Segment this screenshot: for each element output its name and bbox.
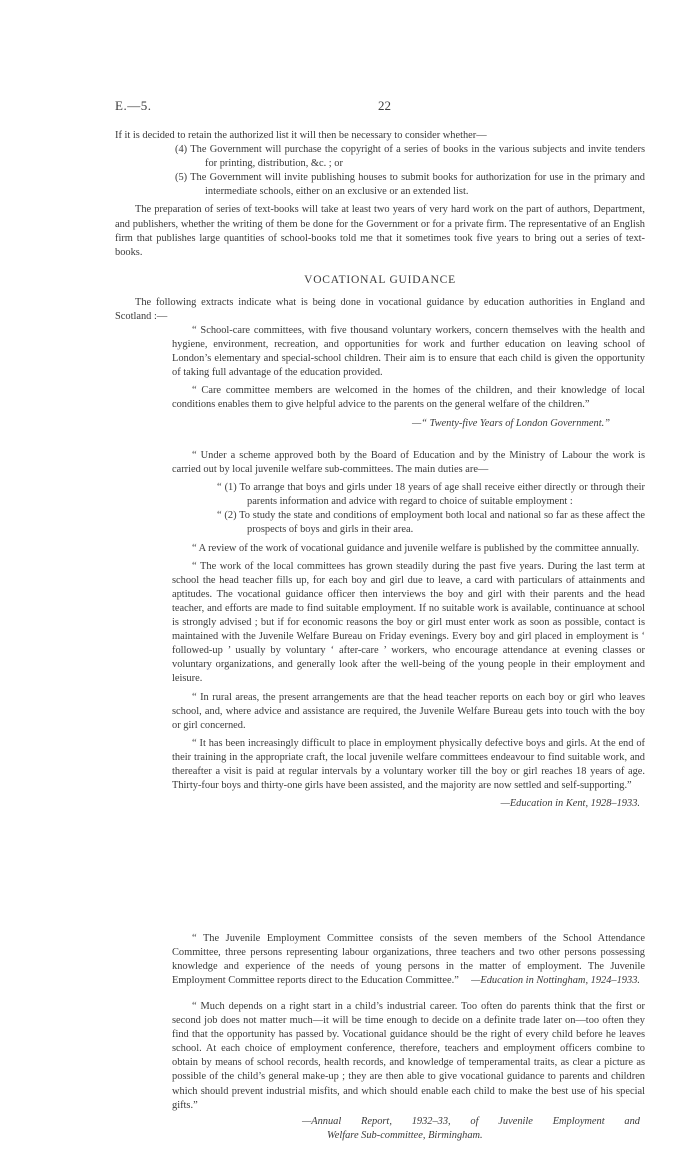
london-paragraph-2: “ Care committee members are welcomed in the homes of the children, and their knowledge of local conditions enables them to give helpful advice to the parents on the general welfare of the children.”: [172, 385, 645, 411]
london-citation: —“ Twenty-five Years of London Government.”: [412, 417, 610, 429]
kent-paragraph-5: “ It has been increasingly difficult to place in employment physically defective boys and girls. At the end of their training in the appropriate craft, the local juvenile welfare committees endeavour to find suitable work, and thereafter a visit is paid at regular intervals by a voluntary worker till the boy or girl reaches 18 years of age. Thirty-four boys and thirty-one girls have been assisted, and the majority are now settled and self-supporting.”: [172, 737, 645, 792]
kent-paragraph-1: “ Under a scheme approved both by the Board of Education and by the Ministry of Labour the work is carried out by local juvenile welfare sub-committees. The main duties are—: [172, 450, 645, 476]
section-intro-text: The following extracts indicate what is being done in vocational guidance by education authorities in England and Scotland :—: [115, 297, 645, 323]
section-intro: [115, 296, 645, 324]
intro-section: [115, 129, 645, 260]
kent-item-1: “ (1) To arrange that boys and girls under 18 years of age shall receive either directly or through their parents information and advice with regard to choice of suitable employment :: [217, 482, 645, 508]
nottingham-citation: —Education in Nottingham, 1924–1933.: [471, 975, 640, 987]
kent-paragraph-3: “ The work of the local committees has grown steadily during the past five years. During the last term at school the head teacher fills up, for each boy and girl due to leave, a card with particulars of attainments and aptitudes. The vocational guidance officer then interviews the boy and girl with their parents and the head teacher, and efforts are made to find suitable employment. If no suitable work is available, continuance at school is strongly advised ; but if for economic reasons the boy or girl must enter work as soon as possible, contact is maintained with the Juvenile Welfare Bureau on Friday evenings. Every boy and girl placed in employment is ‘ followed-up ’ usually by voluntary ‘ after-care ’ workers, who encourage attendance at evening classes or voluntary organizations, and generally look after the well-being of the young people in their employment and leisure.: [172, 560, 645, 685]
intro-lead: If it is decided to retain the authorized list it will then be necessary to consider whether—: [115, 130, 487, 141]
document-reference: E.—5.: [115, 98, 152, 113]
london-quote: [172, 324, 645, 431]
kent-paragraph-2: “ A review of the work of vocational guidance and juvenile welfare is published by the committee annually.: [192, 542, 640, 554]
kent-item-2: “ (2) To study the state and conditions of employment both local and national so far as these affect the prospects of boys and girls in their area.: [217, 510, 645, 536]
intro-paragraph: The preparation of series of text-books will take at least two years of very hard work on the part of authors, Department, and publishers, whether the writing of them be done for the Government or for a private firm. The representative of an English firm that publishes large quantities of school-books told me that it sometimes took five years to bring out a series of text-books.: [115, 204, 645, 258]
nottingham-block: [172, 932, 645, 988]
kent-quote: [172, 449, 645, 811]
birmingham-citation-line-2: Welfare Sub-committee, Birmingham.: [327, 1129, 483, 1141]
intro-item-4: (4) The Government will purchase the copyright of a series of books in the various subjects and invite tenders for printing, distribution, &c. ; or: [175, 144, 645, 170]
intro-item-5: (5) The Government will invite publishing houses to submit books for authorization for use in the primary and intermediate schools, either on an exclusive or an extended list.: [175, 172, 645, 198]
page-number: 22: [378, 98, 391, 113]
birmingham-citation-line-1: —Annual Report, 1932–33, of Juvenile Employment and: [302, 1115, 640, 1127]
birmingham-paragraph: “ Much depends on a right start in a child’s industrial career. Too often do parents think that the first or second job does not matter much—it will be time enough to decide on a definite trade later on—too often they find that the opportunity has passed by. Vocational guidance should be the right of every child before he leaves school. At each choice of employment conference, therefore, teachers and employment officers combine to obtain by means of school records, health records, and knowledge of temperamental traits, as clear a picture as possible of the child’s general make-up ; they are then able to give vocational guidance to parents and children which should prevent industrial misfits, and which should enable each child to make the best use of his special gifts.”: [172, 1001, 645, 1111]
kent-paragraph-4: “ In rural areas, the present arrangements are that the head teacher reports on each boy or girl who leaves school, and, where advice and assistance are required, the Juvenile Welfare Bureau gets into touch with the boy or girl concerned.: [172, 691, 645, 731]
london-paragraph-1: “ School-care committees, with five thousand voluntary workers, concern themselves with the health and hygiene, environment, recreation, and opportunities for work and further education on leaving school of London’s elementary and special-school children. Their aim is to ensure that each child is given the opportunity of taking full advantage of the education provided.: [172, 325, 645, 379]
birmingham-quote: [172, 1000, 645, 1143]
nottingham-paragraph: “ The Juvenile Employment Committee consists of the seven members of the School Attendance Committee, three persons representing labour organizations, three teachers and two other persons possessing knowledge and experience of the needs of young persons in the matter of employment. The Juvenile Employment Committee reports direct to the Education Committee.”: [172, 933, 645, 987]
section-heading: VOCATIONAL GUIDANCE: [304, 274, 456, 286]
kent-citation: —Education in Kent, 1928–1933.: [500, 798, 640, 810]
